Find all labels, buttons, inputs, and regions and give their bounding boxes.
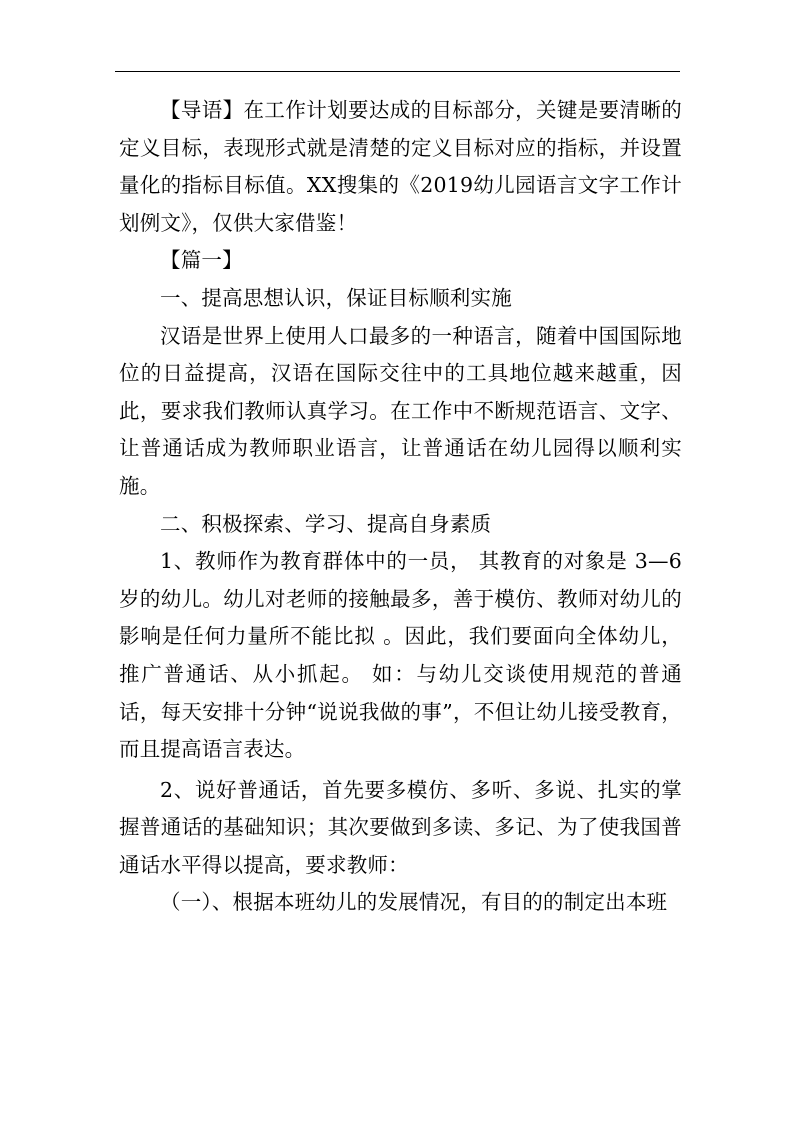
section-heading-1: 一、提高思想认识，保证目标顺利实施 <box>160 285 512 310</box>
body-paragraph-4: （一）、根据本班幼儿的发展情况，有目的的制定出本班 <box>160 890 668 915</box>
section-heading-2: 二、积极探索、学习、提高自身素质 <box>160 511 492 536</box>
intro-paragraph: 【导语】在工作计划要达成的目标部分，关键是要清晰的定义目标，表现形式就是清楚的定义目标对应的指标，并设置量化的指标目标值。XX搜集的《2019幼儿园语言文字工作计划例文》，仅供大家借鉴！ <box>119 98 682 235</box>
body-paragraph-2: 1、教师作为教育群体中的一员， 其教育的对象是 3—6岁的幼儿。幼儿对老师的接触最多，善于模仿、教师对幼儿的影响是任何力量所不能比拟 。因此，我们要面向全体幼儿，推广普通话、从小抓起。 如：与幼儿交谈使用规范的普通话，每天安排十分钟“说说我做的事”，不但让幼儿接受教育，而且提高语言表达。 <box>119 549 682 762</box>
part-heading: 【篇一】 <box>160 248 243 273</box>
body-paragraph-3: 2、说好普通话，首先要多模仿、多听、多说、扎实的掌握普通话的基础知识；其次要做到多读、多记、为了使我国普通话水平得以提高，要求教师： <box>119 777 682 877</box>
document-body <box>119 92 682 922</box>
body-paragraph-1: 汉语是世界上使用人口最多的一种语言，随着中国国际地位的日益提高，汉语在国际交往中的工具地位越来越重，因此，要求我们教师认真学习。在工作中不断规范语言、文字、让普通话成为教师职业语言，让普通话在幼儿园得以顺利实施。 <box>119 323 682 498</box>
header-rule <box>115 71 680 72</box>
